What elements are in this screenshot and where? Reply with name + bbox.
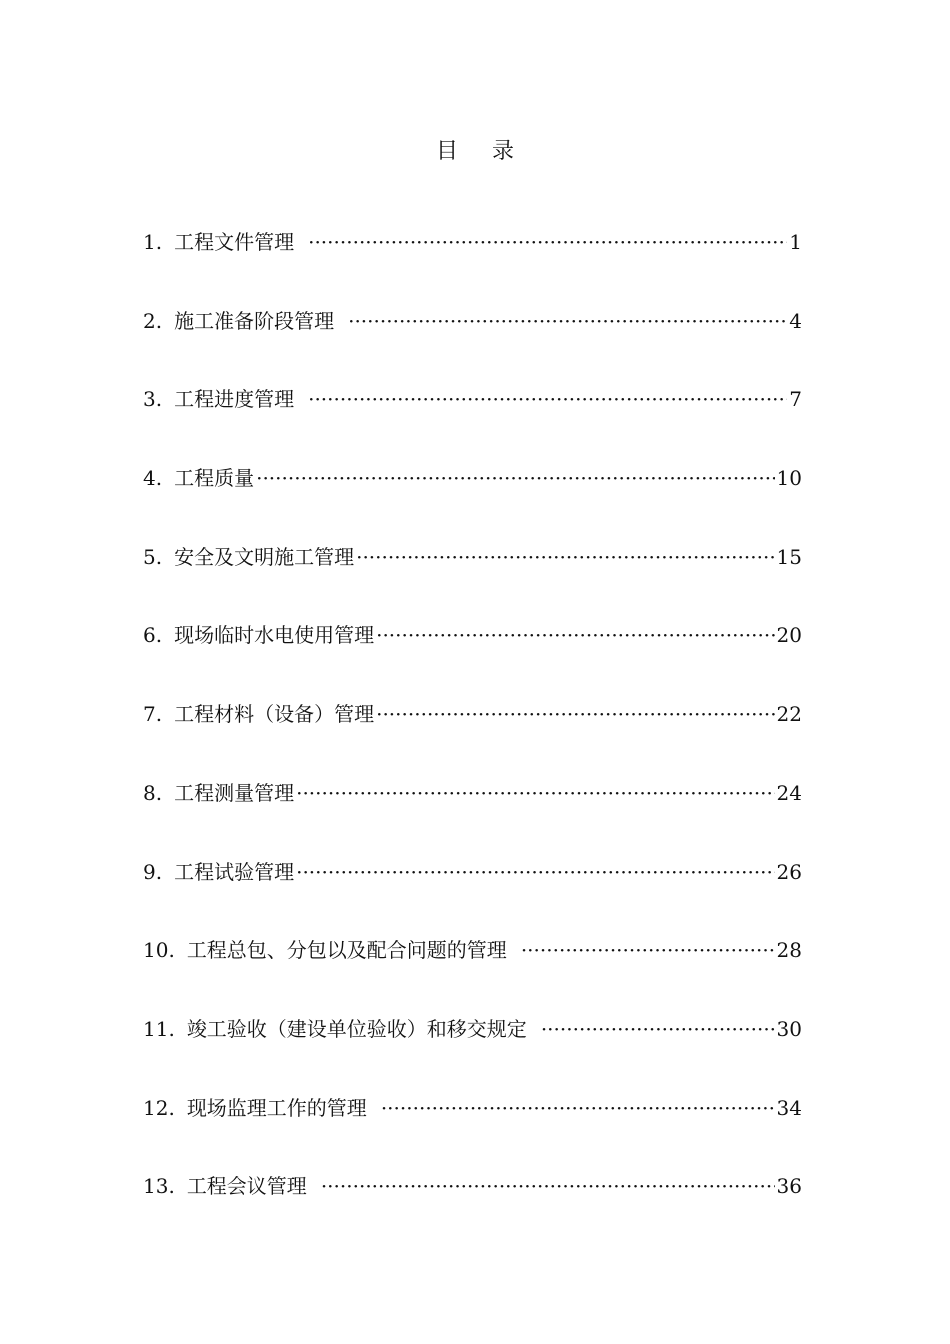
toc-entry-title: 安全及文明施工管理 — [174, 544, 355, 569]
toc-entry-title: 工程会议管理 — [186, 1174, 307, 1199]
toc-entry-8[interactable] — [143, 777, 802, 856]
toc-entry-title: 竣工验收（建设单位验收）和移交规定 — [186, 1016, 527, 1041]
toc-entry-number: 1. — [143, 230, 163, 254]
toc-leader-dots — [348, 309, 787, 333]
toc-entry-number: 13. — [143, 1174, 175, 1199]
toc-title-char-1: 目 — [435, 139, 458, 164]
toc-entry-page: 10 — [776, 466, 802, 491]
toc-entry-page: 24 — [776, 780, 802, 805]
toc-entry-7[interactable] — [143, 698, 802, 777]
toc-leader-dots — [308, 387, 787, 411]
toc-leader-dots — [356, 545, 774, 569]
toc-leader-dots — [381, 1096, 775, 1120]
toc-entry-number: 8. — [143, 780, 163, 805]
toc-entry-11[interactable] — [143, 1013, 802, 1092]
toc-entry-page: 4 — [789, 308, 802, 333]
toc-leader-dots — [376, 623, 774, 647]
toc-leader-dots — [256, 466, 774, 490]
toc-entry-title: 现场监理工作的管理 — [186, 1095, 367, 1120]
toc-leader-dots — [376, 702, 774, 726]
toc-entry-page: 20 — [776, 623, 802, 648]
toc-entry-number: 3. — [143, 387, 163, 412]
toc-entry-title: 工程材料（设备）管理 — [174, 702, 375, 727]
toc-entry-5[interactable] — [143, 541, 802, 620]
toc-leader-dots — [296, 860, 774, 884]
toc-entry-title: 施工准备阶段管理 — [174, 308, 335, 333]
toc-entry-number: 9. — [143, 859, 163, 884]
toc-leader-dots — [541, 1017, 775, 1041]
toc-entry-number: 4. — [143, 466, 163, 491]
toc-entry-2[interactable] — [143, 305, 802, 384]
toc-entry-number: 12. — [143, 1095, 175, 1120]
toc-entry-title: 工程测量管理 — [174, 780, 295, 805]
toc-entry-12[interactable] — [143, 1092, 802, 1171]
toc-entry-13[interactable] — [143, 1170, 802, 1249]
toc-entry-page: 34 — [776, 1095, 802, 1120]
toc-entry-title: 工程总包、分包以及配合问题的管理 — [186, 938, 507, 963]
toc-leader-dots — [521, 938, 775, 962]
toc-entry-number: 2. — [143, 308, 163, 333]
toc-entry-title: 工程试验管理 — [174, 859, 295, 884]
toc-entry-page: 15 — [776, 544, 802, 569]
toc-entry-page: 28 — [776, 938, 802, 963]
toc-entry-title: 工程质量 — [174, 466, 255, 491]
toc-entry-number: 5. — [143, 544, 163, 569]
toc-entry-number: 11. — [143, 1016, 175, 1041]
toc-entry-page: 36 — [776, 1174, 802, 1199]
toc-entry-number: 10. — [143, 938, 175, 963]
toc-entry-10[interactable] — [143, 934, 802, 1013]
toc-title-char-2: 录 — [492, 139, 515, 164]
toc-entry-page: 26 — [776, 859, 802, 884]
toc-entry-number: 6. — [143, 623, 163, 648]
toc-entry-6[interactable] — [143, 619, 802, 698]
toc-entry-9[interactable] — [143, 856, 802, 935]
toc-entry-title: 工程进度管理 — [174, 387, 295, 412]
toc-leader-dots — [321, 1174, 775, 1198]
toc-entry-3[interactable] — [143, 383, 802, 462]
toc-entry-title: 工程文件管理 — [174, 230, 295, 254]
toc-entry-page: 22 — [776, 702, 802, 727]
toc-entry-1[interactable] — [143, 226, 802, 305]
toc-entry-title: 现场临时水电使用管理 — [174, 623, 375, 648]
toc-leader-dots — [308, 230, 787, 254]
toc-entry-page: 30 — [776, 1016, 802, 1041]
toc-title — [0, 134, 950, 165]
toc-entry-4[interactable] — [143, 462, 802, 541]
toc-leader-dots — [296, 781, 774, 805]
toc-entry-page: 7 — [789, 387, 802, 412]
toc-entry-page: 1 — [789, 230, 802, 254]
toc-list — [143, 226, 802, 1249]
toc-entry-number: 7. — [143, 702, 163, 727]
